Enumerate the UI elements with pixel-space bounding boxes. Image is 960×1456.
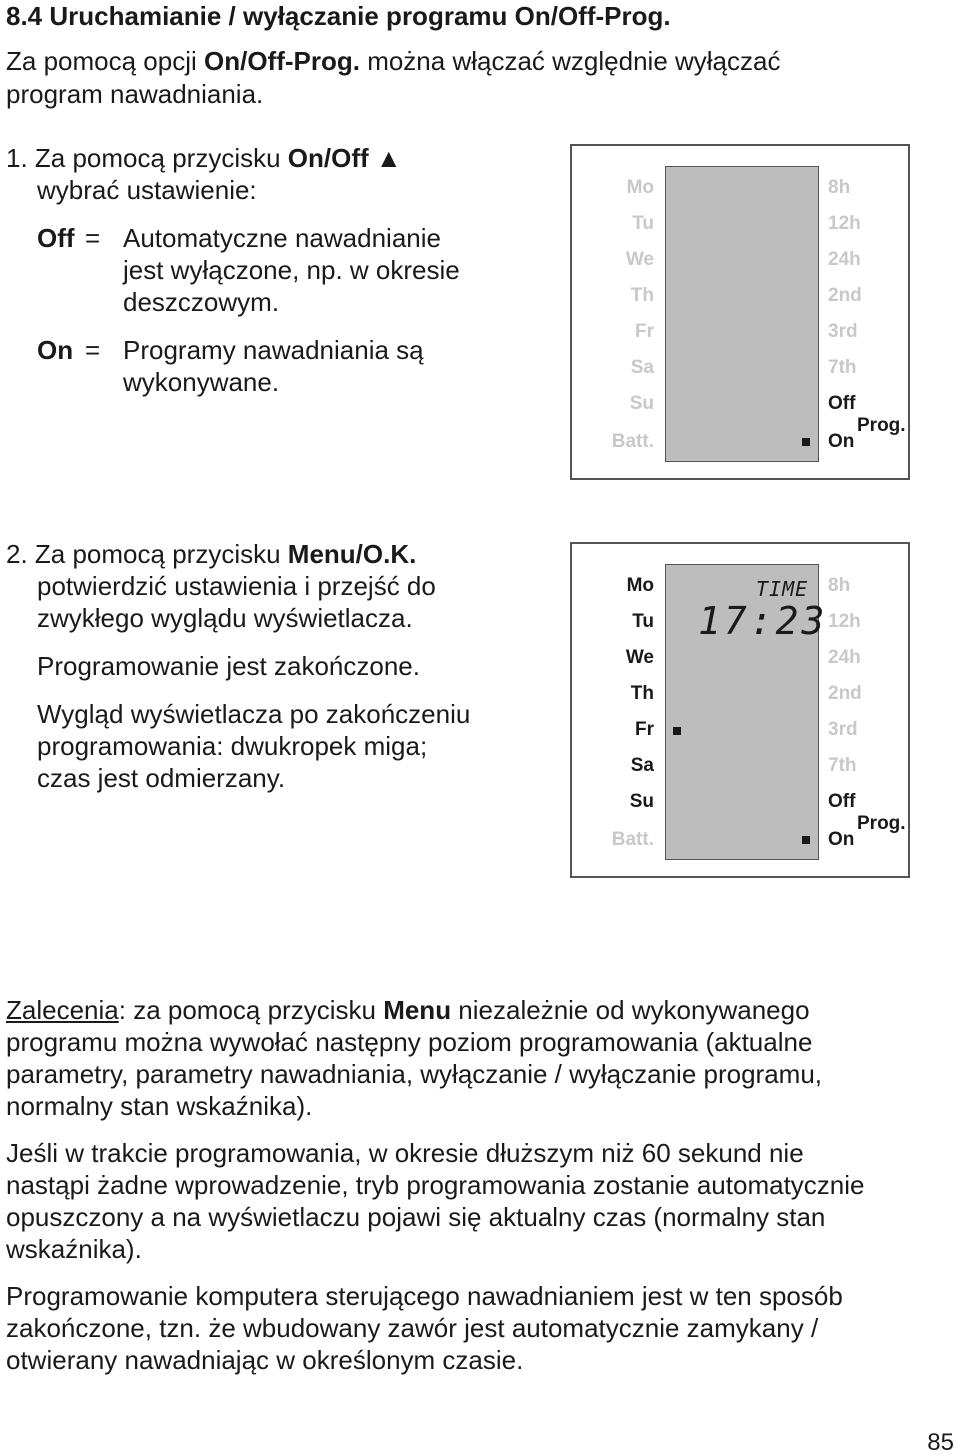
note1-line-2: programu można wywołać następny poziom programowania (aktualne: [6, 1027, 813, 1057]
day-mo: Mo: [626, 575, 654, 596]
interval-8h: 8h: [828, 575, 851, 596]
note2-line-1: Jeśli w trakcie programowania, w okresie dłuższym niż 60 sekund nie: [6, 1138, 804, 1168]
step2-line-1: [6, 538, 416, 570]
note1-text-a: za pomocą przycisku: [125, 995, 384, 1025]
prog-on-label: On: [828, 431, 855, 452]
on-desc-line-2: wykonywane.: [123, 367, 280, 397]
off-desc-line-2: jest wyłączone, np. w okresie: [123, 255, 460, 285]
batt-label: Batt.: [611, 431, 654, 452]
display-panel-time: [570, 542, 910, 878]
intro-text-c: można włączać względnie wyłączać: [359, 46, 781, 76]
day-we: We: [625, 249, 654, 270]
lcd-time-value: 17:23: [698, 599, 828, 643]
day-fr: Fr: [635, 321, 654, 342]
on-equals: =: [85, 335, 101, 365]
prog-off-label: Off: [828, 791, 856, 812]
lcd-screen: [665, 564, 828, 860]
day-tu: Tu: [632, 611, 654, 632]
note2-line-4: wskaźnika).: [6, 1234, 142, 1264]
step2-line-5: Wygląd wyświetlacza po zakończeniu: [37, 699, 471, 729]
batt-label: Batt.: [611, 829, 654, 850]
interval-12h: 12h: [828, 213, 861, 234]
interval-7th: 7th: [828, 755, 857, 776]
step1-line-2: wybrać ustawienie:: [37, 175, 257, 205]
intro-line-2: program nawadniania.: [6, 79, 264, 109]
off-key: Off: [37, 223, 75, 253]
off-equals: =: [85, 223, 101, 253]
day-mo: Mo: [626, 177, 654, 198]
off-desc-line-1: Automatyczne nawadnianie: [123, 223, 441, 253]
day-su: Su: [629, 393, 654, 414]
day-th: Th: [630, 285, 654, 306]
note-recommendation-label: Zalecenia: [6, 995, 119, 1025]
lcd-time-label: TIME: [756, 577, 809, 601]
note2-line-2: nastąpi żadne wprowadzenie, tryb programowania zostanie automatycznie: [6, 1170, 865, 1200]
page-number: 85: [927, 1429, 954, 1456]
interval-2nd: 2nd: [828, 285, 862, 306]
interval-3rd: 3rd: [828, 321, 858, 342]
on-indicator-icon: [802, 836, 810, 844]
off-desc-line-3: deszczowym.: [123, 287, 280, 317]
step1-text-a: 1. Za pomocą przycisku: [6, 143, 288, 173]
step1-line-1: [6, 142, 402, 174]
step2-button-name: Menu/O.K.: [287, 539, 417, 569]
prog-label: Prog.: [857, 415, 906, 436]
prog-label: Prog.: [857, 813, 906, 834]
prog-on-label: On: [828, 829, 855, 850]
day-th: Th: [630, 683, 654, 704]
note1-line-3: parametry, parametry nawadniania, wyłączanie / wyłączanie programu,: [6, 1059, 823, 1089]
day-tu: Tu: [632, 213, 654, 234]
note3-line-1: Programowanie komputera sterującego nawadnianiem jest w ten sposób: [6, 1281, 843, 1311]
step1-button-name: On/Off ▲: [287, 143, 402, 173]
interval-7th: 7th: [828, 357, 857, 378]
interval-2nd: 2nd: [828, 683, 862, 704]
interval-24h: 24h: [828, 249, 861, 270]
day-sa: Sa: [630, 357, 654, 378]
step2-line-4: Programowanie jest zakończone.: [37, 651, 420, 681]
interval-24h: 24h: [828, 647, 861, 668]
note3-line-3: otwierany nawadniając w określonym czasie.: [6, 1345, 524, 1375]
note3-line-2: zakończone, tzn. że wbudowany zawór jest automatycznie zamykany /: [6, 1313, 819, 1343]
step2-line-2: potwierdzić ustawienia i przejść do: [37, 571, 436, 601]
step2-line-6: programowania: dwukropek miga;: [37, 731, 428, 761]
interval-12h: 12h: [828, 611, 861, 632]
note1-line-1: [6, 994, 810, 1026]
display-panel-off-on: [570, 144, 910, 480]
step2-text-a: 2. Za pomocą przycisku: [6, 539, 288, 569]
intro-line-1: [6, 45, 780, 77]
intro-option-name: On/Off-Prog.: [203, 46, 360, 76]
note1-text-c: niezależnie od wykonywanego: [451, 995, 810, 1025]
interval-3rd: 3rd: [828, 719, 858, 740]
interval-8h: 8h: [828, 177, 851, 198]
lcd-screen: [665, 166, 819, 462]
step2-line-7: czas jest odmierzany.: [37, 763, 286, 793]
on-indicator-icon: [802, 438, 810, 446]
friday-indicator-icon: [673, 727, 681, 735]
day-we: We: [625, 647, 654, 668]
prog-off-label: Off: [828, 393, 856, 414]
note1-menu-name: Menu: [383, 995, 452, 1025]
day-su: Su: [629, 791, 654, 812]
on-key: On: [37, 335, 74, 365]
note-colon: :: [118, 995, 126, 1025]
section-heading: 8.4 Uruchamianie / wyłączanie programu On/Off-Prog.: [6, 1, 671, 31]
note1-line-4: normalny stan wskaźnika).: [6, 1091, 313, 1121]
intro-text-a: Za pomocą opcji: [6, 46, 204, 76]
day-sa: Sa: [630, 755, 654, 776]
step2-line-3: zwykłego wyglądu wyświetlacza.: [37, 603, 413, 633]
day-fr: Fr: [635, 719, 654, 740]
note2-line-3: opuszczony a na wyświetlaczu pojawi się aktualny czas (normalny stan: [6, 1202, 826, 1232]
on-desc-line-1: Programy nawadniania są: [123, 335, 424, 365]
